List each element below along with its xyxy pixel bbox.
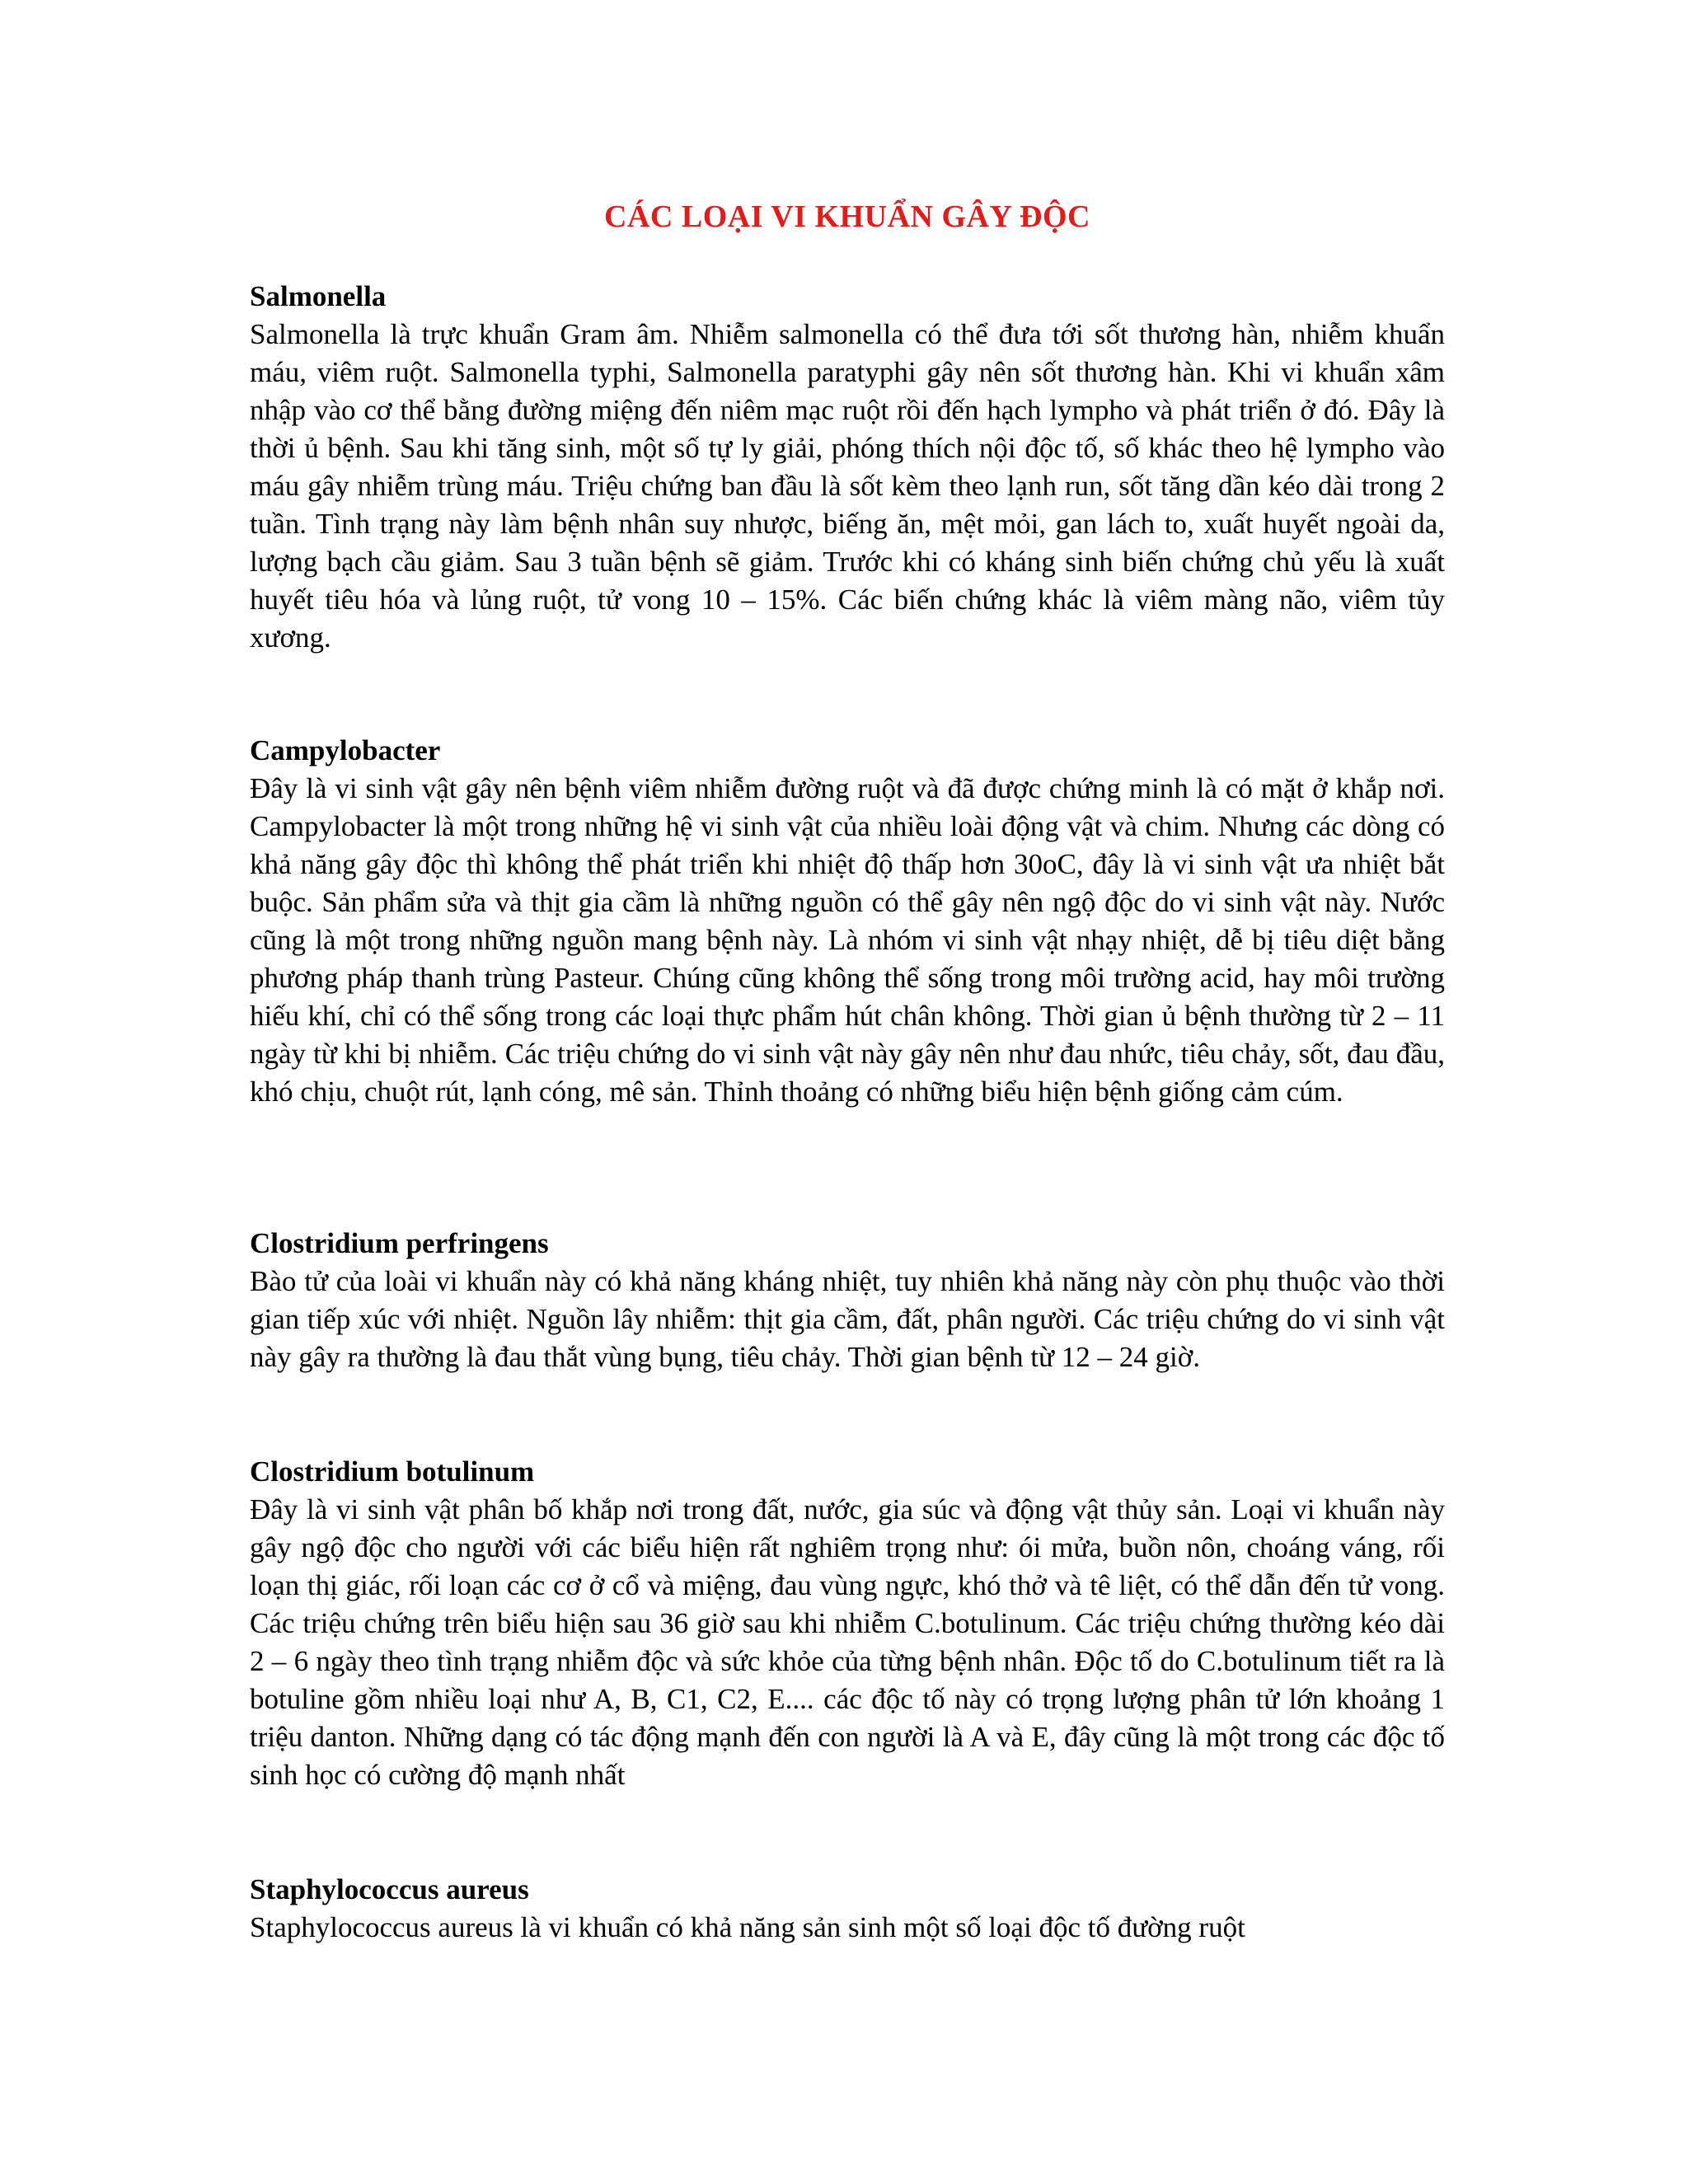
section-heading: Clostridium perfringens xyxy=(250,1227,549,1259)
section-body: Đây là vi sinh vật phân bố khắp nơi trong đất, nước, gia súc và động vật thủy sản. Loại vi khuẩn này gây ngộ độc cho người với các biểu hiện rất nghiêm trọng như: ói mửa, buồn nôn, choáng váng, rối loạn thị giác, rối loạn các cơ ở cổ và miệng, đau vùng ngực, khó thở và tê liệt, có thể dẫn đến tử vong. Các triệu chứng trên biểu hiện sau 36 giờ sau khi nhiễm C.botulinum. Các triệu chứng thường kéo dài 2 – 6 ngày theo tình trạng nhiễm độc và sức khỏe của từng bệnh nhân. Độc tố do C.botulinum tiết ra là botuline gồm nhiều loại như A, B, C1, C2, E.... các độc tố này có trọng lượng phân tử lớn khoảng 1 triệu danton. Những dạng có tác động mạnh đến con người là A và E, đây cũng là một trong các độc tố sinh học có cường độ mạnh nhất xyxy=(250,1493,1445,1791)
section-heading: Clostridium botulinum xyxy=(250,1455,535,1488)
document-title: CÁC LOẠI VI KHUẨN GÂY ĐỘC xyxy=(604,199,1090,234)
section-heading: Campylobacter xyxy=(250,734,441,766)
section-heading: Staphylococcus aureus xyxy=(250,1873,529,1905)
section-salmonella xyxy=(250,278,1445,657)
section-clostridium-botulinum xyxy=(250,1453,1445,1794)
section-body: Bào tử của loài vi khuẩn này có khả năng kháng nhiệt, tuy nhiên khả năng này còn phụ thuộc vào thời gian tiếp xúc với nhiệt. Nguồn lây nhiễm: thịt gia cầm, đất, phân người. Các triệu chứng do vi sinh vật này gây ra thường là đau thắt vùng bụng, tiêu chảy. Thời gian bệnh từ 12 – 24 giờ. xyxy=(250,1265,1445,1373)
section-clostridium-perfringens xyxy=(250,1225,1445,1376)
section-heading: Salmonella xyxy=(250,280,387,312)
section-body: Staphylococcus aureus là vi khuẩn có khả năng sản sinh một số loại độc tố đường ruột xyxy=(250,1911,1245,1943)
section-staphylococcus-aureus xyxy=(250,1871,1445,1947)
section-campylobacter xyxy=(250,732,1445,1111)
section-body: Salmonella là trực khuẩn Gram âm. Nhiễm salmonella có thể đưa tới sốt thương hàn, nhiễm khuẩn máu, viêm ruột. Salmonella typhi, Salmonella paratyphi gây nên sốt thương hàn. Khi vi khuẩn xâm nhập vào cơ thể bằng đường miệng đến niêm mạc ruột rồi đến hạch lympho và phát triển ở đó. Đây là thời ủ bệnh. Sau khi tăng sinh, một số tự ly giải, phóng thích nội độc tố, số khác theo hệ lympho vào máu gây nhiễm trùng máu. Triệu chứng ban đầu là sốt kèm theo lạnh run, sốt tăng dần kéo dài trong 2 tuần. Tình trạng này làm bệnh nhân suy nhược, biếng ăn, mệt mỏi, gan lách to, xuất huyết ngoài da, lượng bạch cầu giảm. Sau 3 tuần bệnh sẽ giảm. Trước khi có kháng sinh biến chứng chủ yếu là xuất huyết tiêu hóa và lủng ruột, tử vong 10 – 15%. Các biến chứng khác là viêm màng não, viêm tủy xương. xyxy=(250,318,1445,654)
section-body: Đây là vi sinh vật gây nên bệnh viêm nhiễm đường ruột và đã được chứng minh là có mặt ở khắp nơi. Campylobacter là một trong những hệ vi sinh vật của nhiều loài động vật và chim. Nhưng các dòng có khả năng gây độc thì không thể phát triển khi nhiệt độ thấp hơn 30oC, đây là vi sinh vật ưa nhiệt bắt buộc. Sản phẩm sửa và thịt gia cầm là những nguồn có thể gây nên ngộ độc do vi sinh vật này. Nước cũng là một trong những nguồn mang bệnh này. Là nhóm vi sinh vật nhạy nhiệt, dễ bị tiêu diệt bằng phương pháp thanh trùng Pasteur. Chúng cũng không thể sống trong môi trường acid, hay môi trường hiếu khí, chỉ có thể sống trong các loại thực phẩm hút chân không. Thời gian ủ bệnh thường từ 2 – 11 ngày từ khi bị nhiễm. Các triệu chứng do vi sinh vật này gây nên như đau nhức, tiêu chảy, sốt, đau đầu, khó chịu, chuột rút, lạnh cóng, mê sản. Thỉnh thoảng có những biểu hiện bệnh giống cảm cúm. xyxy=(250,772,1445,1108)
